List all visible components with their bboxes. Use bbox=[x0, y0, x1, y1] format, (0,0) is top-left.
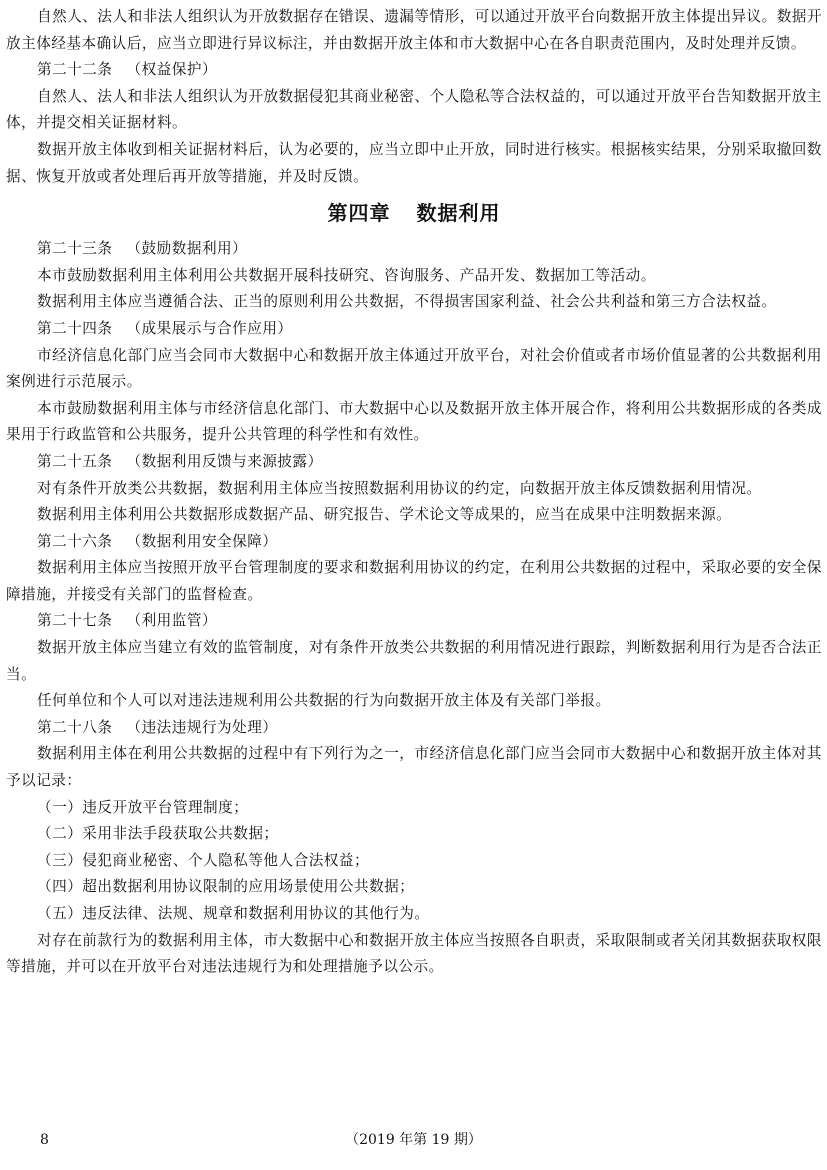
paragraph: 数据开放主体收到相关证据材料后，认为必要的，应当立即中止开放，同时进行核实。根据核实结果，分别采取撤回数据、恢复开放或者处理后再开放等措施，并及时反馈。 bbox=[6, 140, 822, 185]
paragraph: 数据利用主体在利用公共数据的过程中有下列行为之一，市经济信息化部门应当会同市大数据中心和数据开放主体对其予以记录： bbox=[6, 745, 822, 790]
list-item: （五）违反法律、法规、规章和数据利用协议的其他行为。 bbox=[37, 905, 430, 922]
document-body bbox=[6, 4, 822, 981]
article-title: （数据利用反馈与来源披露） bbox=[126, 452, 323, 470]
article-number: 第二十五条 bbox=[37, 452, 113, 470]
list-item: （二）采用非法手段获取公共数据； bbox=[37, 825, 279, 843]
article-heading bbox=[6, 529, 822, 556]
paragraph: 数据利用主体利用公共数据形成数据产品、研究报告、学术论文等成果的，应当在成果中注明数据来源。 bbox=[37, 506, 732, 524]
article-number: 第二十八条 bbox=[37, 718, 113, 736]
paragraph: 数据利用主体应当按照开放平台管理制度的要求和数据利用协议的约定，在利用公共数据的过程中，采取必要的安全保障措施，并接受有关部门的监督检查。 bbox=[6, 559, 822, 603]
paragraph: 本市鼓励数据利用主体与市经济信息化部门、市大数据中心以及数据开放主体开展合作，将利用公共数据形成的各类成果用于行政监管和公共服务，提升公共管理的科学性和有效性。 bbox=[6, 399, 822, 444]
article-number: 第二十三条 bbox=[37, 240, 113, 258]
article-title: （成果展示与合作应用） bbox=[126, 319, 293, 337]
paragraph: 市经济信息化部门应当会同市大数据中心和数据开放主体通过开放平台，对社会价值或者市场价值显著的公共数据利用案例进行示范展示。 bbox=[6, 346, 822, 391]
paragraph: 本市鼓励数据利用主体利用公共数据开展科技研究、咨询服务、产品开发、数据加工等活动。 bbox=[37, 266, 656, 284]
list-item: （三）侵犯商业秘密、个人隐私等他人合法权益； bbox=[37, 851, 370, 869]
article-title: （违法违规行为处理） bbox=[126, 718, 278, 736]
paragraph: 自然人、法人和非法人组织认为开放数据存在错误、遗漏等情形，可以通过开放平台向数据开放主体提出异议。数据开放主体经基本确认后，应当立即进行异议标注，并由数据开放主体和市大数据中心在各自职责范围内，及时处理并反馈。 bbox=[6, 8, 822, 52]
chapter-title: 数据利用 bbox=[416, 201, 501, 226]
list-item: （四）超出数据利用协议限制的应用场景使用公共数据； bbox=[37, 878, 415, 896]
article-title: （数据利用安全保障） bbox=[126, 532, 278, 550]
article-heading bbox=[6, 57, 822, 84]
paragraph: 自然人、法人和非法人组织认为开放数据侵犯其商业秘密、个人隐私等合法权益的，可以通过开放平台告知数据开放主体，并提交相关证据材料。 bbox=[6, 87, 822, 132]
article-number: 第二十二条 bbox=[37, 61, 113, 79]
article-title: （利用监管） bbox=[126, 612, 218, 630]
paragraph: 对存在前款行为的数据利用主体，市大数据中心和数据开放主体应当按照各自职责，采取限制或者关闭其数据获取权限等措施，并可以在开放平台对违法违规行为和处理措施予以公示。 bbox=[6, 931, 822, 976]
article-heading bbox=[6, 715, 822, 742]
paragraph: 数据利用主体应当遵循合法、正当的原则利用公共数据，不得损害国家利益、社会公共利益和第三方合法权益。 bbox=[37, 293, 777, 311]
article-heading bbox=[6, 449, 822, 476]
article-heading bbox=[6, 316, 822, 343]
article-number: 第二十四条 bbox=[37, 319, 113, 337]
chapter-number: 第四章 bbox=[327, 201, 391, 226]
paragraph: 任何单位和个人可以对违法违规利用公共数据的行为向数据开放主体及有关部门举报。 bbox=[37, 692, 611, 710]
article-number: 第二十七条 bbox=[37, 612, 113, 630]
article-heading bbox=[6, 236, 822, 263]
article-title: （鼓励数据利用） bbox=[126, 240, 248, 258]
paragraph: 数据开放主体应当建立有效的监管制度，对有条件开放类公共数据的利用情况进行跟踪，判断数据利用行为是否合法正当。 bbox=[6, 639, 822, 683]
list-item: （一）违反开放平台管理制度； bbox=[37, 798, 249, 816]
issue-label: （2019 年第 19 期） bbox=[345, 1132, 482, 1148]
article-number: 第二十六条 bbox=[37, 532, 113, 550]
article-title: （权益保护） bbox=[126, 61, 218, 79]
article-heading bbox=[6, 608, 822, 635]
chapter-heading bbox=[6, 200, 822, 226]
paragraph: 对有条件开放类公共数据，数据利用主体应当按照数据利用协议的约定，向数据开放主体反馈数据利用情况。 bbox=[37, 479, 762, 497]
page-number: 8 bbox=[40, 1132, 49, 1148]
